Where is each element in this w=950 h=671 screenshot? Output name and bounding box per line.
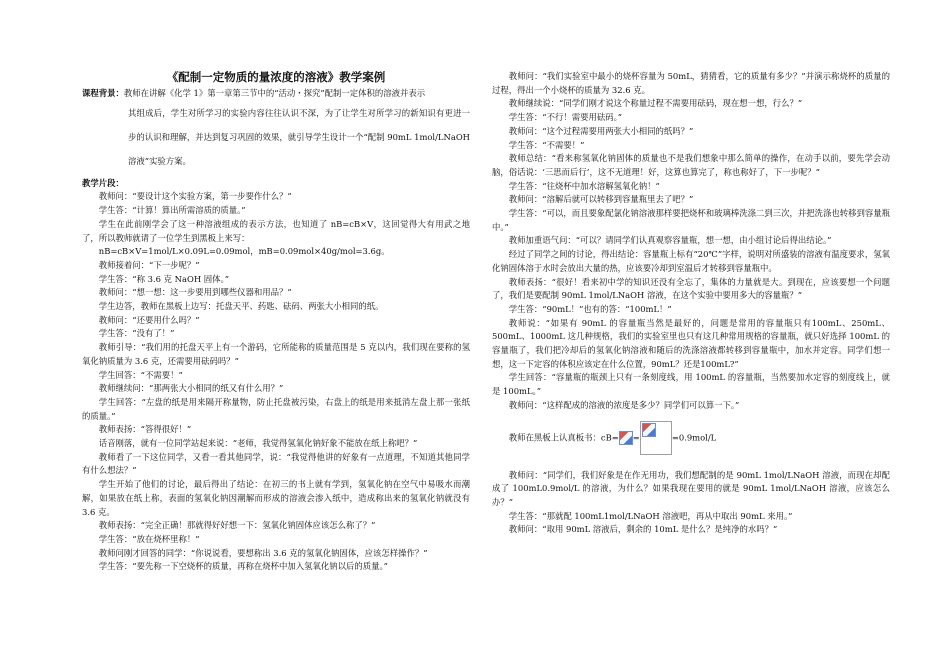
background-continuation: 其组成后，学生对所学习的实验内容往往认识不深，为了让学生对所学习的新知识有更进一步的认识和理解，并达到复习巩固的效果，就引导学生设计一个“配制 90mL 1mol/LNaOH 溶液”实验方案。 xyxy=(128,107,470,166)
dialogue-paragraph: 教师问：“取用 90mL 溶液后，剩余的 10mL 是什么？是纯净的水吗？” xyxy=(508,524,778,535)
dialogue-paragraph: 教师问：“同学们，我们好象是在作无用功，我们想配制的是 90mL 1mol/LNaOH 溶液，而现在却配成了 100mL0.9mol/L 的溶液，为什么？如果我现在要用的就是 90mL 1mol/LNaOH 溶液，应该怎么办？” xyxy=(492,469,890,507)
dialogue-paragraph: 教师问：“溶解后就可以转移到容量瓶里去了吧？” xyxy=(508,194,694,205)
formula-suffix: =0.9mol/L xyxy=(671,432,717,443)
dialogue-paragraph: 教师问：“我们实验室中最小的烧杯容量为 50mL，猜猜看，它的质量有多少？”并演示称烧杯的质量的过程，得出一个小烧杯的质量为 32.6 克。 xyxy=(492,71,890,95)
formula-fraction-box xyxy=(640,421,672,455)
formula-line xyxy=(492,421,890,455)
dialogue-paragraph: 学生在此前刚学会了这一种溶液组成的表示方法，也知道了 nB=cB×V，这回觉得大有用武之地了，所以教师就请了一位学生到黑板上来写： xyxy=(82,218,470,243)
dialogue-paragraph: 学生回答：“容量瓶的瓶颈上只有一条刻度线，用 100mL 的容量瓶，当然要加水定容的刻度线上，就是 100mL。” xyxy=(492,372,890,397)
dialogue-paragraph: 教师引导：“我们用的托盘天平上有一个游码，它所能称的质量范围是 5 克以内，我们现在要称的氢氧化钠质量为 3.6 克，还需要用砝码吗？” xyxy=(82,342,470,366)
dialogue-paragraph: 教师问：“这样配成的溶液的浓度是多少？同学们可以算一下。” xyxy=(508,399,740,410)
dialogue-paragraph: 学生边答，教师在黑板上边写：托盘天平、药匙、砝码、两张大小相同的纸。 xyxy=(98,301,384,312)
dialogue-paragraph: 教师问：“这个过程需要用两张大小相同的纸吗？” xyxy=(508,125,694,136)
dialogue-paragraph: 学生答：“90mL！”也有的答：“100mL！” xyxy=(508,303,672,314)
dialogue-paragraph: 教师表扬：“答得很好！” xyxy=(98,424,192,435)
dialogue-paragraph: 教师总结：“看来称氢氧化钠固体的质量也不是我们想象中那么简单的操作，在动手以前，要先学会动脑，俗话说：‘三思而后行’，这不无道理！好，这算也算完了，称也称好了，下一步呢？” xyxy=(492,153,890,177)
dialogue-paragraph: 学生答：“那就配 100mL1mol/LNaOH 溶液吧，再从中取出 90mL 来用。” xyxy=(508,510,793,521)
dialogue-paragraph: 教师问：“要设计这个实验方案，第一步要作什么？” xyxy=(98,191,292,202)
dialogue-paragraph: 教师表扬：“很好！看来初中学的知识还没有全忘了，集体的力量就是大。到现在，应该要想一个问题了，我们是要配制 90mL 1mol/LNaOH 溶液，在这个实验中要用多大的容量瓶？” xyxy=(492,276,890,301)
section-label: 教学片段： xyxy=(82,177,124,188)
dialogue-paragraph: nB=cB×V=1mol/L×0.09L=0.09mol，mB=0.09mol×40g/mol=3.6g。 xyxy=(98,246,390,257)
dialogue-paragraph: 教师加重语气问：“可以？请同学们认真观察容量瓶，想一想，由小组讨论后得出结论。” xyxy=(508,235,832,246)
left-dialogue xyxy=(82,190,470,574)
dialogue-paragraph: 学生答：“不行！需要用砝码。” xyxy=(508,112,623,123)
dialogue-paragraph: 学生答：“可以，而且要象配氯化钠溶液那样要把烧杯和玻璃棒洗涤二到三次，并把洗涤也转移到容量瓶中。” xyxy=(492,208,890,232)
dialogue-paragraph: 教师继续说：“同学们刚才说这个称量过程不需要用砝码，现在想一想，行么？” xyxy=(508,98,803,109)
dialogue-paragraph: 学生答：“要先称一下空烧杯的质量，再称在烧杯中加入氢氧化钠以后的质量。” xyxy=(98,561,388,572)
background-label: 课程背景： xyxy=(82,88,124,98)
dialogue-paragraph: 教师问刚才回答的同学：“你说说看，要想称出 3.6 克的氢氧化钠固体，应该怎样操作？” xyxy=(98,547,428,558)
background-paragraph xyxy=(82,87,470,101)
dialogue-paragraph: 教师问：“想一想：这一步要用到哪些仪器和用品？” xyxy=(98,287,292,298)
dialogue-paragraph: 学生回答：“不需要！” xyxy=(98,369,183,380)
document-title: 《配制一定物质的量浓度的溶液》教学案例 xyxy=(166,70,386,84)
dialogue-paragraph: 学生答：“往烧杯中加水溶解氢氧化钠！” xyxy=(508,180,660,191)
dialogue-paragraph: 学生答：“称 3.6 克 NaOH 固体。” xyxy=(98,273,229,284)
background-intro: 教师在讲解《化学 1》第一章第三节中的“活动・探究”配制一定体积的溶液并表示 xyxy=(123,88,426,98)
dialogue-paragraph: 学生答：“计算！算出所需溶质的质量。” xyxy=(98,205,246,216)
formula-fraction-image xyxy=(619,431,633,445)
dialogue-paragraph: 学生开始了他们的讨论，最后得出了结论：在初三的书上就有学到，氢氧化钠在空气中易吸水而潮解，如果放在纸上称，表面的氢氧化钠因潮解而形成的溶液会渗入纸中，造成称出来的氢氧化钠就没有 3.6 克。 xyxy=(82,479,470,517)
dialogue-paragraph: 教师问：“还要用什么吗？” xyxy=(98,314,200,325)
dialogue-paragraph: 话音刚落，就有一位同学站起来说：“老师，我觉得氢氧化钠好象不能放在纸上称吧？” xyxy=(98,438,418,449)
right-dialogue-b xyxy=(492,469,890,538)
formula-fraction-image-2 xyxy=(642,423,656,437)
dialogue-paragraph: 学生答：“不需要！” xyxy=(508,139,585,150)
dialogue-paragraph: 教师接着问：“下一步呢？” xyxy=(98,259,200,270)
left-column xyxy=(82,87,470,574)
right-dialogue-a xyxy=(492,70,890,413)
dialogue-paragraph: 经过了同学之间的讨论，得出结论：容量瓶上标有“20℃”字样，说明对所盛装的溶液有温度要求，氢氧化钠固体溶于水时会放出大量的热，应该要冷却到室温后才转移到容量瓶中。 xyxy=(492,249,890,273)
formula-prefix: 教师在黑板上认真板书：cB= xyxy=(508,432,619,443)
dialogue-paragraph: 学生回答：“左盘的纸是用来隔开称量物，防止托盘被污染，右盘上的纸是用来抵消左盘上那一张纸的质量。” xyxy=(82,396,470,421)
dialogue-paragraph: 学生答：“放在烧杯里称！” xyxy=(98,533,200,544)
dialogue-paragraph: 教师表扬：“完全正确！那就得好好想一下：氢氧化钠固体应该怎么称了？” xyxy=(98,520,376,531)
right-column xyxy=(492,70,890,537)
formula-eq: = xyxy=(632,432,640,443)
dialogue-paragraph: 教师看了一下这位同学，又看一看其他同学，说：“我觉得他讲的好象有一点道理，不知道其他同学有什么想法？” xyxy=(82,451,470,476)
dialogue-paragraph: 教师说：“如果有 90mL 的容量瓶当然是最好的，问题是常用的容量瓶只有100mL、250mL、500mL、1000mL 这几种规格，我们的实验室里也只有这几种常用规格的容量瓶，就只好选择 100mL 的容量瓶了，我们把冷却后的氢氧化钠溶液和随后的洗涤溶液都转移到容量瓶中，加水并定容。同学们想一想，这一下定容的体积应该定在什么位置，90mL？还是100mL?” xyxy=(492,317,890,369)
dialogue-paragraph: 教师继续问：“那两张大小相同的纸又有什么用？” xyxy=(98,383,284,394)
dialogue-paragraph: 学生答：“没有了！” xyxy=(98,328,175,339)
section-heading xyxy=(82,177,470,191)
